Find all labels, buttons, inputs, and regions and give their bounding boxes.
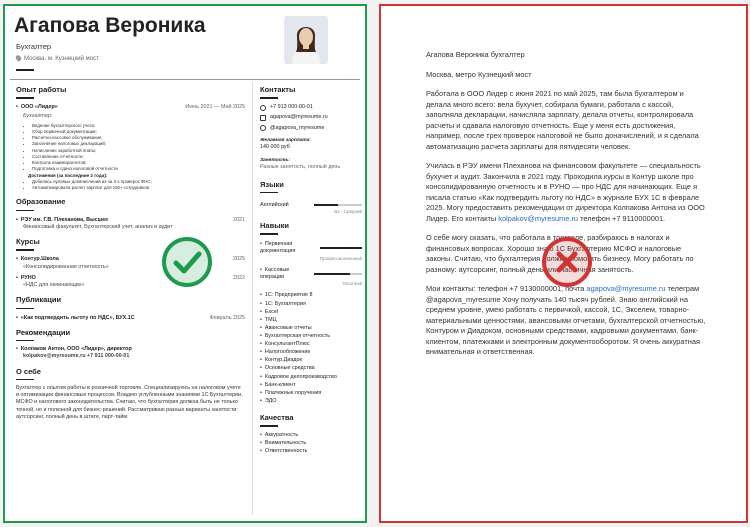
experience-company: • ООО «Лидер» [16,104,58,111]
employment-label: Занятость: [260,157,290,163]
course-year: 2022 [233,274,245,281]
skill-bar-level: Профессиональный [319,255,362,261]
duty-item: • Ведение бухгалтерского учета; [32,123,245,129]
course-row [16,275,245,282]
skill-item: • 1С: Бухгалтерия [260,300,362,308]
skill-bar-fill [320,247,362,249]
contact-email: agapova@myresume.ru [260,114,362,121]
skill-item: • 1С: Предприятие 8 [260,291,362,299]
section-skills: Навыки [260,221,362,233]
duty-item: • Сбор первичной документации; [32,129,245,135]
education-detail: Финансовый факультет, Бухгалтерский учет, анализ и аудит [23,223,173,230]
skill-item: • ЭДО [260,397,362,405]
skill-item: • Платежные поручения [260,389,362,397]
resume-title: Бухгалтер [16,42,52,51]
duty-item: • Составление отчетности; [32,154,245,160]
right-column [260,85,362,455]
language-bar-fill [314,204,338,206]
publication-row [16,315,245,322]
skill-item: • Авансовые отчеты [260,324,362,332]
plain-text-resume [426,50,706,367]
achievements-title: Достижения (за последние 2 года): [28,172,108,178]
skill-bar-item [260,241,362,262]
letter-address: Москва, метро Кузнецкий мост [426,69,532,79]
salary-value: 140 000 руб [260,144,290,151]
salary-label: Желаемая зарплата: [260,138,311,144]
letter-paragraph: Работала в ООО Лидер с июня 2021 по май 2025, там была бухгалтером и делала много всего: вела бухучет, собирала бумаги, работала с кассой, заполняла декларации, начисляла зарплату, делала отчеты, контролировала расчеты и сдавала налоговую отчетность. Еще у меня есть достижения, например, после трех проверок налоговой не было доначислений, и я сделала автоматизацию расчета зарплаты для пятидесяти человек. [426,89,699,151]
skill-item: • Основные средства [260,364,362,372]
email-icon [260,115,266,121]
skill-bar-level: Опытный [342,281,362,287]
duty-item: • Расчетно-кассовое обслуживание; [32,135,245,141]
achievements-list [32,179,245,192]
skill-item: • Кадровое делопроизводство [260,373,362,381]
skill-bar-name: • Кассовые операции [260,267,314,282]
letter-paragraph: Училась в РЭУ имени Плеханова на финансовом факультете — специальность бухучет и аудит. Закончила в 2021 году. Проходила курсы в Контур школе про консолидированную отчетность и в РУНО — про НДС для начинающих. Еще я писала статью «Как подтвердить льготу по НДС» в журнале БУХ 1С в феврале 2025. Могу предоставить рекомендации от директора Колпакова Антона из ООО Лидер. Его контакты kolpakov@myresume.ru телефон +7 9110000001. [426,161,705,223]
language-row [260,202,362,209]
reference-email-link[interactable]: kolpakov@myresume.ru [498,213,579,223]
course-detail: «Консолидированная отчетность» [23,263,109,270]
qualities-list [260,431,362,455]
location-pin-icon [15,54,23,62]
duty-item: • Начисление заработной платы; [32,148,245,154]
letter-paragraph: Мои контакты: телефон +7 9130000001, почта agapova@myresume.ru телеграм @agapova_myresume Хочу получать 140 тысяч рублей. Знаю английский на среднем уровне, умею работать с первичкой, кассой, 1С, Экселем, товарно-материальными ценностями, авансовыми отчетами, бухгалтерской отчетностью, Контуром и Диадоком, основными средствами, кадровыми документами, банк-клиентом, платежками и электронным документооборотом. Я очень аккуратная внимательная и ответственная. [426,284,706,357]
language-level: B1 - Средний [334,208,362,214]
skill-item: • ТМЦ [260,316,362,324]
experience-position: Бухгалтер: [23,113,53,120]
contact-telegram: @agapova_myresume [260,125,362,132]
duty-item: • Подготовка и сдача налоговой отчетности [32,166,245,172]
duty-item: • Заполнение налоговых деклараций; [32,141,245,147]
skill-bar-name: • Первичная документация [260,241,320,256]
duty-item: • Контроль взаиморасчетов; [32,160,245,166]
experience-dates: Июнь 2021 — Май 2025 [185,104,245,111]
employment-block [260,158,362,172]
quality-item: • Аккуратность [260,431,362,439]
check-icon [162,237,212,287]
duties-list [32,123,245,173]
language-name: Английский [260,201,289,208]
achievement-item: • Автоматизировала расчет зарплат для 150+ сотрудников [32,185,245,191]
skills-list [260,291,362,405]
education-row [16,217,245,224]
contact-email-link[interactable]: agapova@myresume.ru [586,284,666,294]
skill-bar-item [260,267,362,288]
profile-photo [284,16,328,64]
column-divider [252,82,253,515]
quality-item: • Ответственность [260,447,362,455]
education-year: 2021 [233,216,245,223]
course-year: 2025 [233,256,245,263]
about-text: Бухгалтер с опытом работы в розничной торговле. Специализируюсь на налоговом учете и оптимизации финансовых процессов. Владею углубленными знаниями 1С:Бухгалтерии, МСФО и налогового законодательства. Считаю, что бухгалтерия должна быть не только точной, но и полезной для бизнес-решений. Рассматриваю разные варианты занятости: аутсорсинг, полный день в штате, парт-тайм. [16,384,243,420]
reference-line: • Колпаков Антон, ООО «Лидер», директор [16,346,245,353]
skill-item: • Бухгалтерская отчетность [260,332,362,340]
section-publications: Публикации [16,295,245,307]
skill-item: • Контур.Диадок [260,356,362,364]
course-name: • Контур.Школа [16,256,59,263]
resume-name: Агапова Вероника [14,14,206,37]
section-about: О себе [16,367,245,379]
publication-title: • «Как подтвердить льготу по НДС», БУХ.1С [16,315,135,322]
letter-heading: Агапова Вероника бухгалтер [426,50,525,59]
course-name: • РУНО [16,275,36,282]
resume-location: Москва, м. Кузнецкий мост [16,55,99,62]
skill-item: • Налогообложение [260,348,362,356]
experience-row [16,104,245,111]
telegram-icon [260,125,266,131]
skill-bar-fill [314,273,350,275]
section-languages: Языки [260,180,362,192]
section-courses: Курсы [16,237,245,249]
header-divider [10,79,360,80]
contact-phone: +7 913 000-00-01 [260,104,362,111]
quality-item: • Внимательность [260,439,362,447]
skill-item: • КонсультантПлюс [260,340,362,348]
employment-value: Разные занятость, полный день [260,164,341,171]
achievement-item: • Добилась нулевых доначислений из-за 3-х проверок ФНС; [32,179,245,185]
education-school: • РЭУ им. Г.В. Плеханова, Высшее [16,217,108,224]
reference-contacts: kolpakov@myresume.ru +7 911 000-00-01 [23,353,130,360]
skill-item: • Excel [260,308,362,316]
skill-bar [320,247,362,249]
skill-bar [314,273,362,275]
title-rule [16,69,34,71]
letter-paragraph: О себе могу сказать, что работала в торговле, разбираюсь в налогах и финансовых вопросах. Хорошо знаю 1С Бухгалтерию МСФО и налоговые законы. Считаю, что бухгалтерия должна помогать бизнесу. Могу работать по разному: аутсорсинг, полный день или частичная занятость. [426,233,694,274]
language-bar [314,204,362,206]
skill-item: • Банк-клиент [260,381,362,389]
section-contacts: Контакты [260,85,362,97]
salary-block [260,138,362,152]
phone-icon [260,105,266,111]
section-education: Образование [16,197,245,209]
section-experience: Опыт работы [16,85,245,97]
publication-date: Февраль 2025 [209,314,245,321]
course-detail: «НДС для начинающих» [23,282,85,289]
cross-icon [542,237,592,287]
section-qualities: Качества [260,413,362,425]
section-references: Рекомендации [16,328,245,340]
